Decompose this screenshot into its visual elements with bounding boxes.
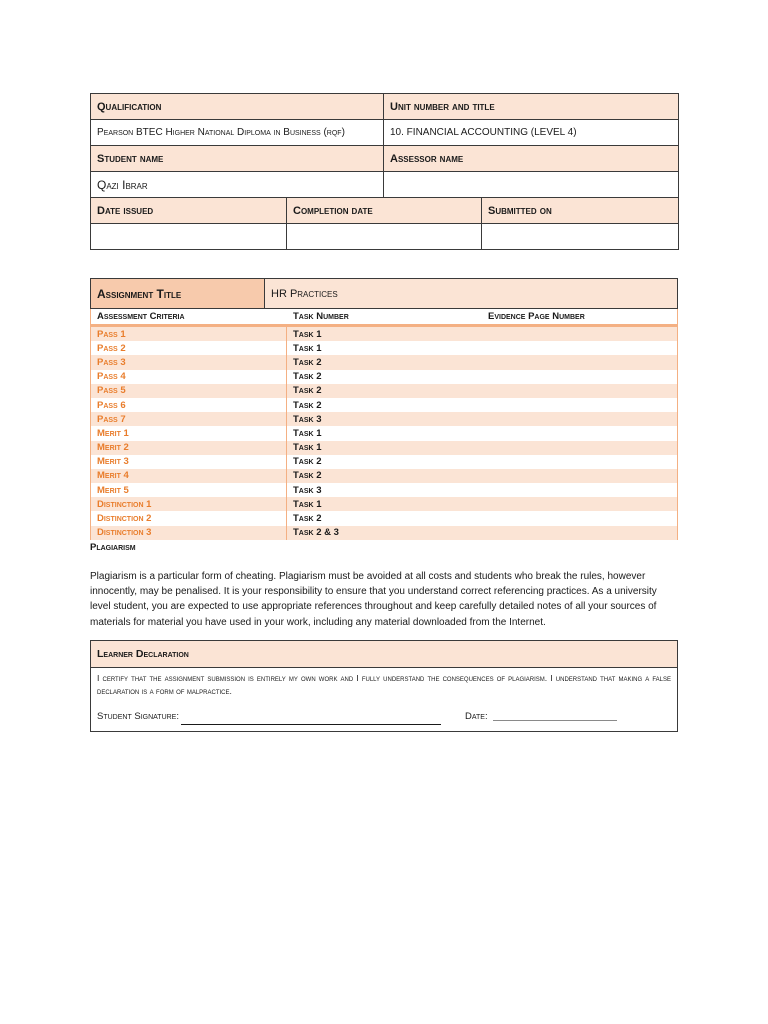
task-cell: Task 2 & 3 [293, 527, 339, 539]
task-cell: Task 2 [293, 356, 322, 368]
task-cell: Task 3 [293, 413, 322, 425]
date-issued-value [91, 224, 287, 250]
signature-line[interactable] [181, 724, 441, 725]
task-cell: Task 1 [293, 342, 322, 354]
criteria-rows [91, 327, 677, 540]
task-cell: Task 3 [293, 484, 322, 496]
criteria-row [91, 526, 677, 540]
evidence-column-header: Evidence Page Number [488, 311, 585, 322]
qualification-label: Qualification [91, 94, 384, 120]
criteria-row [91, 384, 677, 398]
criteria-cell: Merit 1 [91, 426, 287, 440]
learner-declaration [90, 640, 678, 732]
criteria-row [91, 455, 677, 469]
task-cell: Task 2 [293, 470, 322, 482]
date-issued-label: Date issued [91, 198, 287, 224]
submitted-on-value [482, 224, 679, 250]
date-label: Date: [465, 711, 488, 722]
date-line[interactable] [493, 720, 617, 721]
declaration-text: I certify that the assignment submission is entirely my own work and I fully understand the consequences of plagiarism. I understand that making a false declaration is a form of malpractice. [97, 673, 671, 696]
task-cell: Task 1 [293, 442, 322, 454]
plagiarism-text: Plagiarism is a particular form of cheating. Plagiarism must be avoided at all costs and students who break the rules, however innocently, may be penalised. It is your responsibility to ensure that you understand correct referencing practices. As a university level student, you are expected to use appropriate references throughout and keep carefully detailed notes of all your sources of materials for material you have used in your work, including any material downloaded from the Internet. [90, 571, 657, 628]
task-cell: Task 2 [293, 399, 322, 411]
student-name-value: Qazi Ibrar [91, 172, 384, 198]
criteria-row [91, 398, 677, 412]
assignment-title-label: Assignment Title [91, 279, 265, 308]
student-name-label: Student name [91, 146, 384, 172]
unit-value: 10. FINANCIAL ACCOUNTING (LEVEL 4) [384, 120, 679, 146]
task-cell: Task 2 [293, 385, 322, 397]
criteria-cell: Distinction 1 [91, 497, 287, 511]
criteria-cell: Merit 5 [91, 483, 287, 497]
criteria-cell: Merit 3 [91, 455, 287, 469]
task-cell: Task 2 [293, 456, 322, 468]
criteria-cell: Pass 4 [91, 370, 287, 384]
criteria-column-header: Assessment Criteria [97, 311, 185, 322]
submitted-on-label: Submitted on [482, 198, 679, 224]
declaration-heading: Learner Declaration [91, 641, 677, 668]
criteria-cell: Pass 5 [91, 384, 287, 398]
criteria-row [91, 469, 677, 483]
criteria-cell: Pass 3 [91, 355, 287, 369]
assessor-name-label: Assessor name [384, 146, 679, 172]
criteria-header-row [91, 309, 677, 327]
completion-date-value [287, 224, 482, 250]
completion-date-label: Completion date [287, 198, 482, 224]
criteria-row [91, 511, 677, 525]
plagiarism-heading: Plagiarism [90, 542, 136, 553]
task-cell: Task 1 [293, 498, 322, 510]
qualification-value: Pearson BTEC Higher National Diploma in Business (rqf) [91, 120, 384, 146]
assignment-info-table [90, 93, 679, 250]
assignment-title-value: HR Practices [271, 287, 338, 300]
criteria-row [91, 370, 677, 384]
criteria-cell: Pass 7 [91, 412, 287, 426]
criteria-row [91, 483, 677, 497]
task-cell: Task 2 [293, 513, 322, 525]
task-column-header: Task Number [293, 311, 349, 322]
task-cell: Task 2 [293, 371, 322, 383]
criteria-row [91, 412, 677, 426]
criteria-row [91, 441, 677, 455]
criteria-row [91, 355, 677, 369]
assessment-criteria-table [90, 278, 678, 540]
unit-label: Unit number and title [384, 94, 679, 120]
criteria-row [91, 327, 677, 341]
criteria-row [91, 341, 677, 355]
criteria-row [91, 426, 677, 440]
criteria-cell: Pass 1 [91, 327, 287, 341]
criteria-cell: Pass 6 [91, 398, 287, 412]
criteria-cell: Pass 2 [91, 341, 287, 355]
task-cell: Task 1 [293, 328, 322, 340]
assignment-title-row [90, 278, 678, 309]
student-signature-label: Student Signature: [97, 711, 179, 722]
criteria-cell: Merit 4 [91, 469, 287, 483]
criteria-cell: Distinction 3 [91, 526, 287, 540]
assessor-name-value [384, 172, 679, 198]
criteria-cell: Merit 2 [91, 441, 287, 455]
criteria-row [91, 497, 677, 511]
criteria-cell: Distinction 2 [91, 511, 287, 525]
task-cell: Task 1 [293, 427, 322, 439]
